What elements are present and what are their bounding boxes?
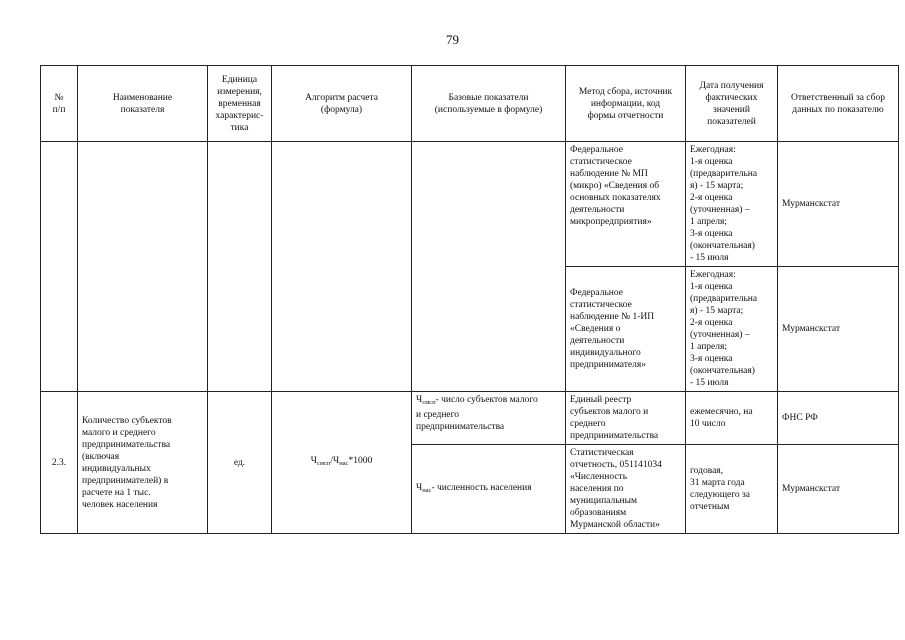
header-unit: Единица измерения, временная характерис- тика — [208, 66, 272, 142]
base-subscript: нас — [422, 486, 432, 494]
formula-subscript: нас — [339, 460, 349, 467]
table-header-row — [41, 66, 899, 142]
date-cell: Ежегодная: 1-я оценка (предварительна я) - 15 марта; 2-я оценка (уточненная) – 1 апреля; 3-я оценка (окончательная) - 15 июля — [686, 267, 778, 392]
formula-multiplier: *1000 — [348, 456, 373, 466]
method-cell: Федеральное статистическое наблюдение № МП (микро) «Сведения об основных показателях деятельности микропредприятия» — [566, 142, 686, 267]
page-number: 79 — [446, 32, 459, 47]
responsible-cell: Мурманскстат — [778, 267, 899, 392]
formula-symbol: Ч — [333, 456, 340, 466]
table-row — [41, 392, 899, 445]
table-row — [41, 142, 899, 267]
header-responsible: Ответственный за сбор данных по показателю — [778, 66, 899, 142]
header-name: Наименование показателя — [78, 66, 208, 142]
formula-operator: / — [330, 456, 333, 466]
indicator-name-cell: Количество субъектов малого и среднего предпринимательства (включая индивидуальных предпринимателей) в расчете на 1 тыс. человек населения — [78, 392, 208, 534]
method-cell: Единый реестр субъектов малого и среднего предпринимательства — [566, 392, 686, 445]
header-method: Метод сбора, источник информации, код формы отчетности — [566, 66, 686, 142]
row-num-cell: 2.3. — [41, 392, 78, 534]
base-description: - численность населения — [431, 482, 532, 493]
base-subscript: смсп — [422, 399, 436, 406]
date-cell: ежемесячно, на 10 число — [686, 392, 778, 445]
base-symbol: Ч — [416, 395, 423, 405]
cont-base-cell — [412, 142, 566, 392]
responsible-cell: Мурманскстат — [778, 445, 899, 534]
header-base: Базовые показатели (используемые в формуле) — [412, 66, 566, 142]
method-cell: Статистическая отчетность, 051141034 «Численность населения по муниципальным образованиям Мурманской области» — [566, 445, 686, 534]
responsible-cell: Мурманскстат — [778, 142, 899, 267]
formula-subscript: смсп — [316, 460, 331, 467]
cont-algorithm-cell — [272, 142, 412, 392]
cont-unit-cell — [208, 142, 272, 392]
base-description: - число субъектов малого и среднего предпринимательства — [416, 395, 538, 432]
responsible-cell: ФНС РФ — [778, 392, 899, 445]
indicators-table — [40, 65, 899, 534]
cont-name-cell — [78, 142, 208, 392]
base-indicator-cell — [412, 445, 566, 534]
header-date: Дата получения фактических значений показателей — [686, 66, 778, 142]
method-cell: Федеральное статистическое наблюдение № 1-ИП «Сведения о деятельности индивидуального предпринимателя» — [566, 267, 686, 392]
formula-cell — [272, 392, 412, 534]
date-cell: Ежегодная: 1-я оценка (предварительна я) - 15 марта; 2-я оценка (уточненная) – 1 апреля; 3-я оценка (окончательная) - 15 июля — [686, 142, 778, 267]
cont-num-cell — [41, 142, 78, 392]
date-cell: годовая, 31 марта года следующего за отчетным — [686, 445, 778, 534]
base-indicator-cell — [412, 392, 566, 445]
formula-symbol: Ч — [310, 456, 317, 466]
header-num: № п/п — [41, 66, 78, 142]
base-symbol: Ч — [416, 482, 423, 493]
unit-cell: ед. — [208, 392, 272, 534]
header-algorithm: Алгоритм расчета (формула) — [272, 66, 412, 142]
